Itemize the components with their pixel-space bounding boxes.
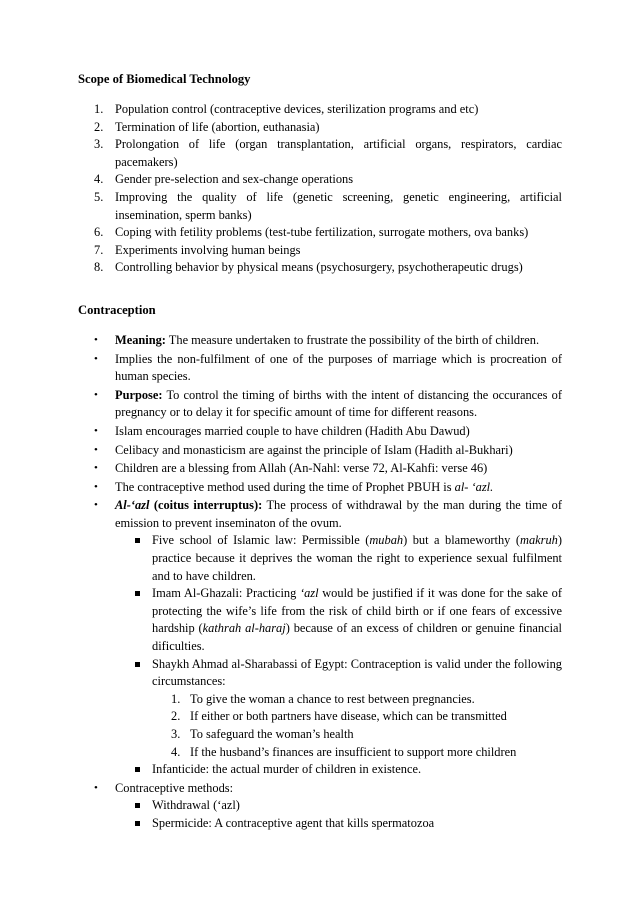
square-bullet-icon bbox=[135, 767, 140, 772]
azl-text: The process of withdrawal by the man during the time of emission to prevent inseminaton of the ovum. bbox=[115, 498, 562, 530]
bullet-icon: • bbox=[94, 443, 98, 456]
sublist-item-ghazali bbox=[115, 585, 562, 655]
text: ) because of an excess of children or genuine financial dificulties. bbox=[152, 621, 562, 654]
bullet-icon: • bbox=[94, 480, 98, 493]
circumstances-list bbox=[152, 691, 562, 761]
azl-sublist bbox=[115, 532, 562, 778]
list-item-meaning bbox=[78, 332, 562, 350]
list-item bbox=[152, 744, 562, 762]
list-item bbox=[78, 189, 562, 224]
list-item bbox=[152, 708, 562, 726]
item-number: 5. bbox=[94, 189, 104, 204]
document-page bbox=[78, 70, 562, 834]
list-item-azl bbox=[78, 497, 562, 779]
list-item-implies bbox=[78, 351, 562, 386]
sublist-item bbox=[115, 815, 562, 833]
text: Withdrawal (‘azl) bbox=[152, 798, 240, 813]
list-item bbox=[78, 101, 562, 119]
square-bullet-icon bbox=[135, 538, 140, 543]
list-item bbox=[78, 119, 562, 137]
section-title-scope: Scope of Biomedical Technology bbox=[78, 72, 251, 86]
term-kathrah: kathrah al-haraj bbox=[202, 621, 286, 636]
azl-term: Al-‘azl bbox=[115, 498, 150, 513]
item-number: 8. bbox=[94, 260, 104, 275]
list-item bbox=[78, 242, 562, 260]
item-text: Termination of life (abortion, euthanasia) bbox=[115, 119, 320, 134]
item-number: 7. bbox=[94, 242, 104, 257]
item-number: 3. bbox=[94, 137, 104, 152]
list-item bbox=[78, 171, 562, 189]
list-item bbox=[78, 224, 562, 242]
sublist-item-sharabassi bbox=[115, 656, 562, 762]
item-text: If either or both partners have disease, which can be transmitted bbox=[190, 709, 507, 724]
item-number: 2. bbox=[94, 119, 104, 134]
term-azl: ‘azl bbox=[299, 586, 319, 601]
text: Imam Al-Ghazali: Practicing bbox=[152, 586, 300, 601]
purpose-label: Purpose: bbox=[115, 387, 163, 402]
bullet-icon: • bbox=[94, 333, 98, 346]
bullet-icon: • bbox=[94, 499, 98, 512]
bullet-icon: • bbox=[94, 388, 98, 401]
sublist-item bbox=[115, 797, 562, 815]
text: Spermicide: A contraceptive agent that kills spermatozoa bbox=[152, 815, 435, 830]
azl-label: (coitus interruptus): bbox=[149, 498, 263, 513]
list-item bbox=[78, 259, 562, 277]
item-number: 1. bbox=[94, 102, 104, 116]
item-text: If the husband’s finances are insufficient to support more children bbox=[190, 744, 517, 759]
term-mubah: mubah bbox=[369, 533, 404, 548]
item-text: Experiments involving human beings bbox=[115, 242, 301, 257]
item-text: To safeguard the woman’s health bbox=[190, 727, 354, 741]
methods-sublist bbox=[115, 797, 562, 832]
bullet-icon: • bbox=[94, 462, 98, 475]
sublist-item-five-schools bbox=[115, 532, 562, 585]
sublist-item-infanticide bbox=[115, 761, 562, 779]
item-text: To give the woman a chance to rest between pregnancies. bbox=[190, 691, 475, 706]
text: ) practice because it deprives the woman the right to experience sexual fulfilment and to have children. bbox=[152, 533, 562, 583]
meaning-text: The measure undertaken to frustrate the possibility of the birth of children. bbox=[165, 332, 540, 347]
list-item-purpose bbox=[78, 387, 562, 422]
list-item-celibacy bbox=[78, 442, 562, 460]
item-text: Population control (contraceptive devices, sterilization programs and etc) bbox=[115, 102, 479, 116]
children-text: Children are a blessing from Allah (An-Nahl: verse 72, Al-Kahfi: verse 46) bbox=[115, 461, 488, 476]
square-bullet-icon bbox=[135, 591, 140, 596]
scope-list bbox=[78, 101, 562, 277]
item-number: 4. bbox=[171, 744, 181, 759]
item-number: 1. bbox=[171, 691, 181, 706]
methods-label: Contraceptive methods: bbox=[115, 780, 234, 795]
list-item-methods bbox=[78, 780, 562, 833]
list-item bbox=[78, 136, 562, 171]
square-bullet-icon bbox=[135, 821, 140, 826]
list-item-islam bbox=[78, 423, 562, 441]
list-item bbox=[152, 691, 562, 709]
item-number: 2. bbox=[171, 709, 181, 724]
bullet-icon: • bbox=[94, 424, 98, 437]
meaning-label: Meaning: bbox=[115, 332, 166, 347]
text: would be justified if it was done for the sake of protecting the wife’s life from the risk of child birth or if one fears of excessive hardship ( bbox=[152, 586, 562, 636]
square-bullet-icon bbox=[135, 662, 140, 667]
item-number: 6. bbox=[94, 225, 104, 240]
section-title-contraception: Contraception bbox=[78, 302, 156, 317]
text: ) but a blameworthy ( bbox=[403, 533, 520, 548]
contraception-list bbox=[78, 332, 562, 833]
islam-text: Islam encourages married couple to have children (Hadith Abu Dawud) bbox=[115, 423, 470, 438]
item-text: Gender pre-selection and sex-change operations bbox=[115, 172, 354, 187]
text: Five school of Islamic law: Permissible ( bbox=[152, 533, 370, 548]
list-item-method bbox=[78, 479, 562, 497]
item-number: 3. bbox=[171, 727, 181, 741]
text: Infanticide: the actual murder of children in existence. bbox=[152, 762, 422, 777]
celibacy-text: Celibacy and monasticism are against the principle of Islam (Hadith al-Bukhari) bbox=[115, 442, 513, 457]
method-end: . bbox=[490, 479, 494, 494]
term-makruh: makruh bbox=[520, 533, 558, 548]
item-text: Coping with fetility problems (test-tube fertilization, surrogate mothers, ova banks) bbox=[115, 225, 529, 240]
bullet-icon: • bbox=[94, 781, 98, 794]
implies-text: Implies the non-fulfilment of one of the purposes of marriage which is procreation of human species. bbox=[115, 351, 562, 384]
list-item bbox=[152, 726, 562, 744]
bullet-icon: • bbox=[94, 352, 98, 365]
method-text: The contraceptive method used during the time of Prophet PBUH is bbox=[115, 479, 455, 494]
item-text: Controlling behavior by physical means (psychosurgery, psychotherapeutic drugs) bbox=[115, 260, 523, 275]
purpose-text: To control the timing of births with the intent of distancing the occurances of pregnancy or to delay it for specific amount of time for different reasons. bbox=[115, 387, 562, 420]
item-text: Improving the quality of life (genetic screening, genetic engineering, artificial insemination, sperm banks) bbox=[115, 189, 562, 222]
list-item-children bbox=[78, 460, 562, 478]
text: Shaykh Ahmad al-Sharabassi of Egypt: Contraception is valid under the following circumstances: bbox=[152, 656, 562, 689]
item-text: Prolongation of life (organ transplantation, artificial organs, respirators, cardiac pacemakers) bbox=[115, 137, 562, 169]
square-bullet-icon bbox=[135, 803, 140, 808]
method-term: al- ‘azl bbox=[454, 479, 491, 494]
item-number: 4. bbox=[94, 172, 104, 187]
